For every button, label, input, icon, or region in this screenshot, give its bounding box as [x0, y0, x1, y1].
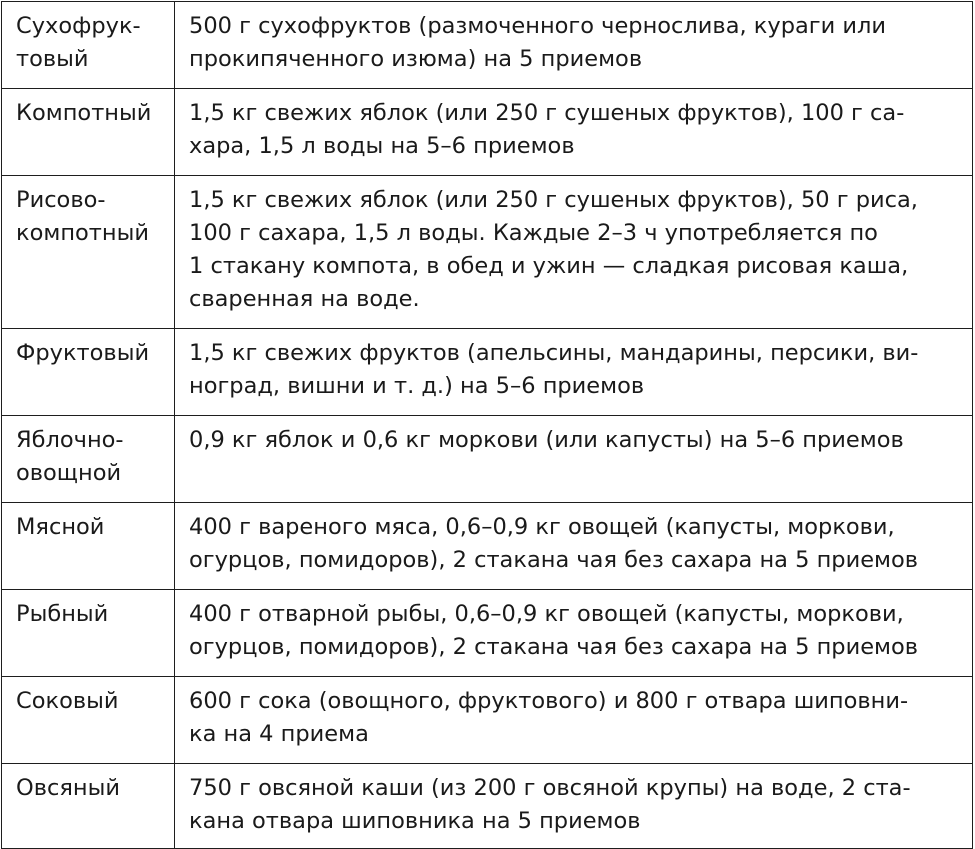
- diet-description-cell: 1,5 кг свежих яблок (или 250 г сушеных фруктов), 50 г риса, 100 г сахара, 1,5 л воды. Каждые 2–3 ч употребляется по 1 стакану компота, в обед и ужин — сладкая рисовая каша, сваренная на воде.: [175, 176, 973, 329]
- diet-description-cell: 400 г вареного мяса, 0,6–0,9 кг овощей (капусты, моркови, огурцов, помидоров), 2 стакана чая без сахара на 5 приемов: [175, 503, 973, 590]
- diet-name-cell: Яблочно- овощной: [2, 416, 175, 503]
- diet-table: [1, 1, 973, 849]
- table-row: [2, 176, 973, 329]
- table-row: [2, 590, 973, 677]
- table-row: [2, 764, 973, 849]
- diet-name-cell: Мясной: [2, 503, 175, 590]
- diet-name-cell: Фруктовый: [2, 329, 175, 416]
- diet-name-cell: Соковый: [2, 677, 175, 764]
- diet-description-cell: 600 г сока (овощного, фруктового) и 800 г отвара шиповни- ка на 4 приема: [175, 677, 973, 764]
- diet-description-cell: 750 г овсяной каши (из 200 г овсяной крупы) на воде, 2 ста- кана отвара шиповника на 5 приемов: [175, 764, 973, 849]
- table-row: [2, 89, 973, 176]
- diet-description-cell: 1,5 кг свежих яблок (или 250 г сушеных фруктов), 100 г са- хара, 1,5 л воды на 5–6 приемов: [175, 89, 973, 176]
- diet-name-cell: Овсяный: [2, 764, 175, 849]
- table-row: [2, 677, 973, 764]
- diet-name-cell: Сухофрук- товый: [2, 2, 175, 89]
- table-row: [2, 416, 973, 503]
- diet-description-cell: 500 г сухофруктов (размоченного чернослива, кураги или прокипяченного изюма) на 5 приемов: [175, 2, 973, 89]
- diet-description-cell: 0,9 кг яблок и 0,6 кг моркови (или капусты) на 5–6 приемов: [175, 416, 973, 503]
- diet-name-cell: Рисово- компотный: [2, 176, 175, 329]
- table-row: [2, 2, 973, 89]
- diet-name-cell: Компотный: [2, 89, 175, 176]
- table-row: [2, 329, 973, 416]
- table-row: [2, 503, 973, 590]
- diet-name-cell: Рыбный: [2, 590, 175, 677]
- diet-description-cell: 1,5 кг свежих фруктов (апельсины, мандарины, персики, ви- ноград, вишни и т. д.) на 5–6 приемов: [175, 329, 973, 416]
- diet-description-cell: 400 г отварной рыбы, 0,6–0,9 кг овощей (капусты, моркови, огурцов, помидоров), 2 стакана чая без сахара на 5 приемов: [175, 590, 973, 677]
